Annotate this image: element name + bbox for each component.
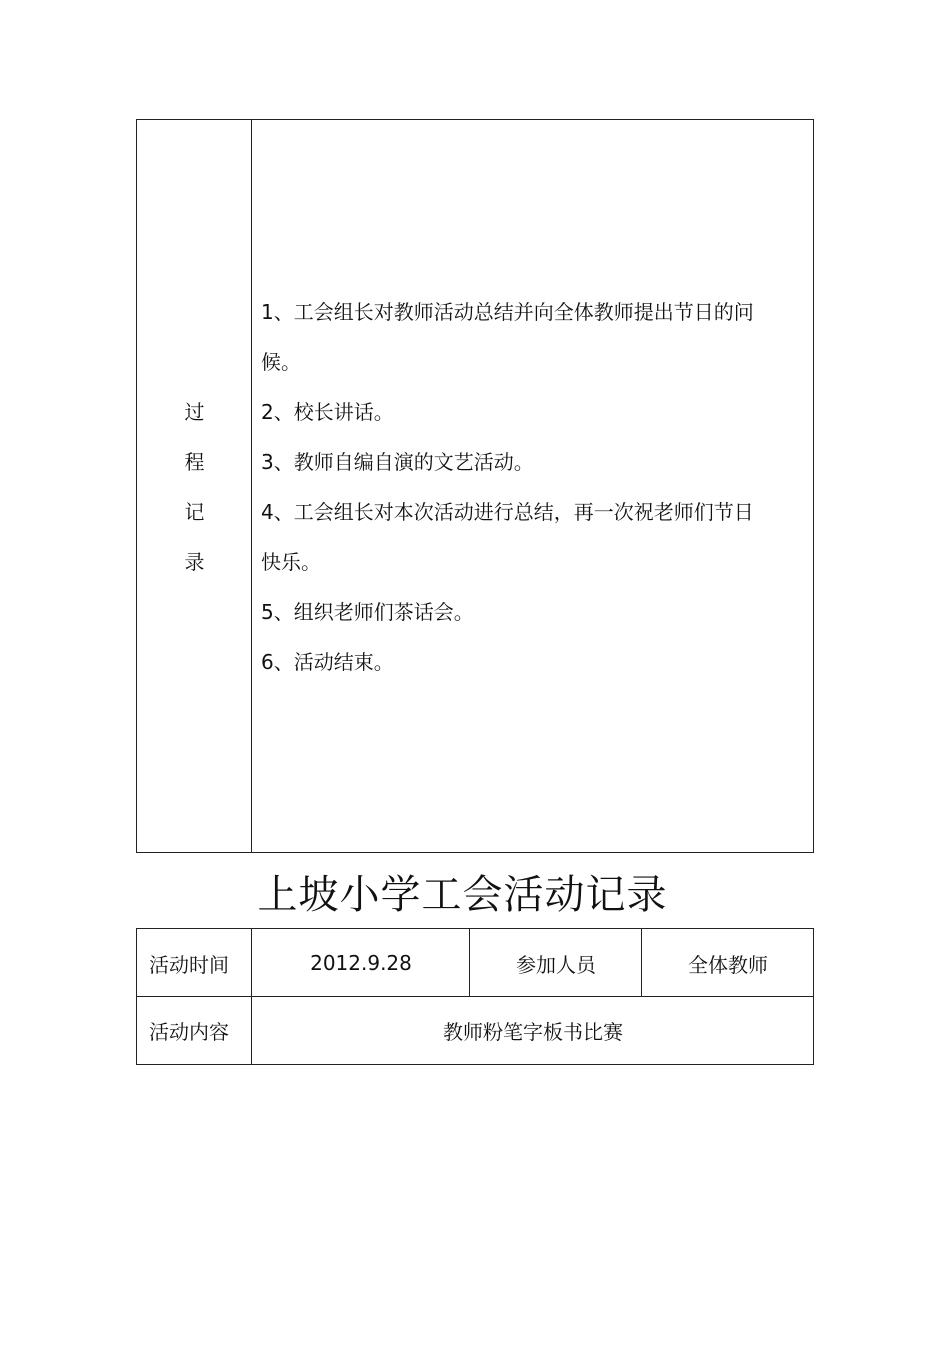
process-line: 候。 [261,350,301,374]
participants-label: 参加人员 [516,952,596,977]
process-content [261,300,791,700]
table-divider [641,929,642,997]
process-line: 2、校长讲话。 [261,400,394,424]
content-value: 教师粉笔字板书比赛 [443,1020,623,1044]
content-label: 活动内容 [149,1020,229,1044]
process-label-char: 记 [184,500,205,524]
process-line: 快乐。 [261,550,321,574]
participants-value: 全体教师 [688,952,768,977]
activity-info-table [136,928,814,1065]
process-line: 6、活动结束。 [261,650,394,674]
process-label-char: 过 [184,400,205,424]
time-label: 活动时间 [149,952,229,977]
process-line: 3、教师自编自演的文艺活动。 [261,450,534,474]
process-label-char: 录 [184,550,205,574]
process-label-column [137,120,252,852]
process-line: 1、工会组长对教师活动总结并向全体教师提出节日的问 [261,300,754,324]
page-title: 上坡小学工会活动记录 [257,872,668,918]
process-line: 5、组织老师们茶话会。 [261,600,474,624]
process-line: 4、工会组长对本次活动进行总结，再一次祝老师们节日 [261,500,754,524]
process-label-char: 程 [184,450,205,474]
time-value: 2012.9.28 [310,951,412,975]
process-record-table [136,119,814,853]
table-divider [469,929,470,997]
